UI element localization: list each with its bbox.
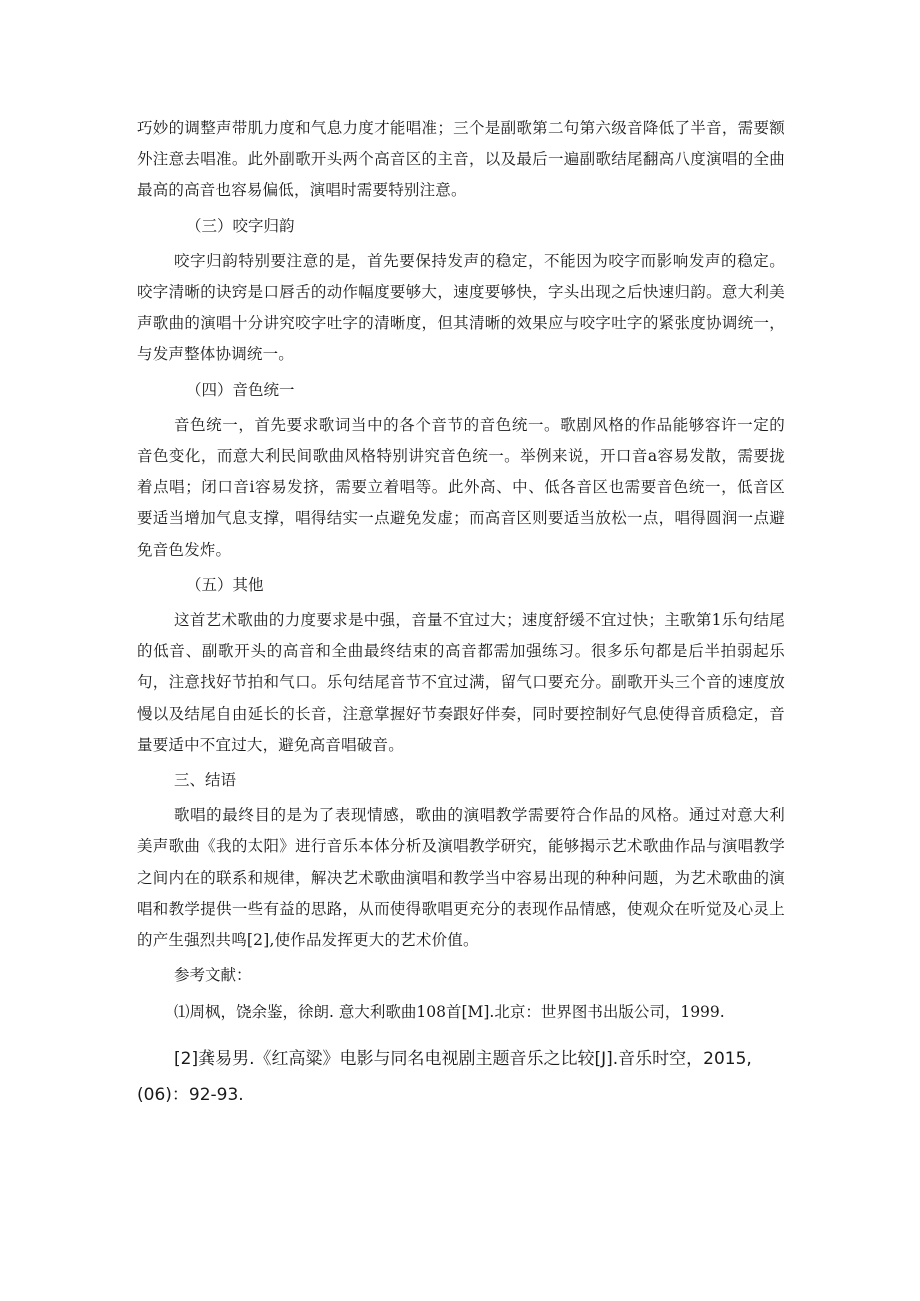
reference-item-2: [2]龚易男.《红高粱》电影与同名电视剧主题音乐之比较[J].音乐时空，2015,(06)：92-93. xyxy=(137,1048,752,1105)
paragraph-pitch-continued: 巧妙的调整声带肌力度和气息力度才能唱准；三个是副歌第二句第六级音降低了半音，需要额外注意去唱准。此外副歌开头两个高音区的主音，以及最后一遍副歌结尾翻高八度演唱的全曲最高的高音也容易偏低，演唱时需要特别注意。 xyxy=(137,119,785,200)
heading-other: （五）其他 xyxy=(186,575,264,594)
document-page xyxy=(137,113,785,1113)
reference-item-1: ⑴周枫，饶余鉴，徐朗. 意大利歌曲108首[M].北京：世界图书出版公司，1999. xyxy=(174,1003,725,1022)
paragraph-timbre: 音色统一，首先要求歌词当中的各个音节的音色统一。歌剧风格的作品能够容许一定的音色变化，而意大利民间歌曲风格特别讲究音色统一。举例来说，开口音a容易发散，需要拢着点唱；闭口音i容易发挤，需要立着唱等。此外高、中、低各音区也需要音色统一，低音区要适当增加气息支撑，唱得结实一点避免发虚；而高音区则要适当放松一点，唱得圆润一点避免音色发炸。 xyxy=(137,415,785,559)
heading-articulation: （三）咬字归韵 xyxy=(186,216,295,235)
references-title: 参考文献： xyxy=(174,966,252,985)
paragraph-articulation: 咬字归韵特别要注意的是，首先要保持发声的稳定，不能因为咬字而影响发声的稳定。咬字清晰的诀窍是口唇舌的动作幅度要够大，速度要够快，字头出现之后快速归韵。意大利美声歌曲的演唱十分讲究咬字吐字的清晰度，但其清晰的效果应与咬字吐字的紧张度协调统一，与发声整体协调统一。 xyxy=(137,251,785,364)
paragraph-other: 这首艺术歌曲的力度要求是中强，音量不宜过大；速度舒缓不宜过快；主歌第1乐句结尾的低音、副歌开头的高音和全曲最终结束的高音都需加强练习。很多乐句都是后半拍弱起乐句，注意找好节拍和气口。乐句结尾音节不宜过满，留气口要充分。副歌开头三个音的速度放慢以及结尾自由延长的长音，注意掌握好节奏跟好伴奏，同时要控制好气息使得音质稳定，音量要适中不宜过大，避免高音唱破音。 xyxy=(137,611,785,754)
heading-conclusion: 三、结语 xyxy=(174,771,237,790)
paragraph-conclusion: 歌唱的最终目的是为了表现情感，歌曲的演唱教学需要符合作品的风格。通过对意大利美声歌曲《我的太阳》进行音乐本体分析及演唱教学研究，能够揭示艺术歌曲作品与演唱教学之间内在的联系和规律，解决艺术歌曲演唱和教学当中容易出现的种种问题，为艺术歌曲的演唱和教学提供一些有益的思路，从而使得歌唱更充分的表现作品情感，使观众在听觉及心灵上的产生强烈共鸣[2],使作品发挥更大的艺术价值。 xyxy=(137,806,785,950)
heading-timbre: （四）音色统一 xyxy=(186,380,295,399)
